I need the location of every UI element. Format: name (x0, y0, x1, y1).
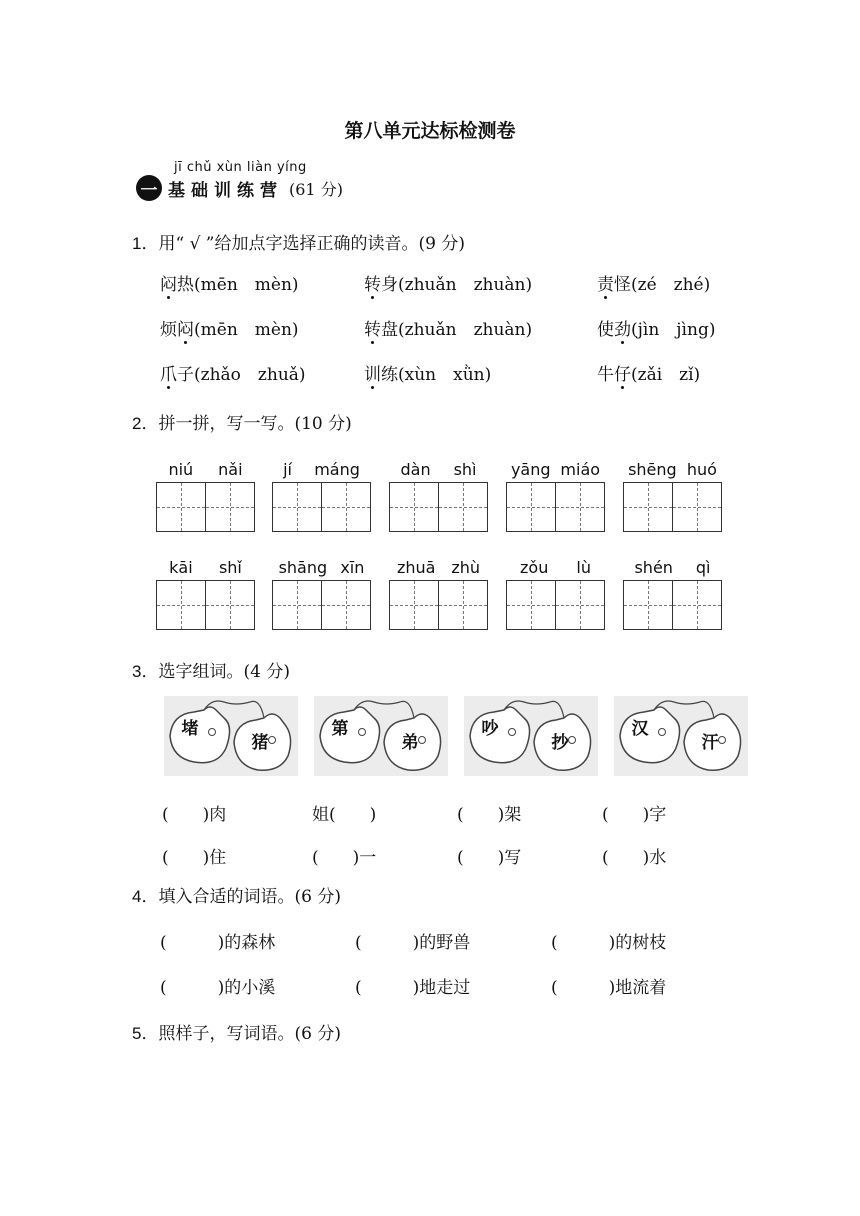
mitten-pair-picture (614, 696, 748, 776)
pinyin-label: lù (576, 558, 591, 577)
dotted-character: 仔 (614, 360, 631, 385)
writing-box[interactable] (673, 483, 721, 531)
question-text: 拼一拼，写一写。(10 分) (158, 414, 352, 434)
phrase-blank[interactable]: ( )地走过 (355, 978, 471, 998)
pinyin-label: zhù (451, 558, 481, 577)
word-blank[interactable]: 姐( ) (312, 805, 377, 825)
pinyin-grid (156, 558, 255, 630)
writing-box[interactable] (157, 581, 206, 629)
word-blank[interactable]: ( )一 (312, 848, 377, 868)
pinyin-grid (623, 460, 722, 532)
dotted-character: 责 (597, 270, 614, 295)
pinyin-grid (506, 460, 605, 532)
pinyin-label-row (623, 558, 722, 580)
pinyin-grid (623, 558, 722, 630)
pronunciation-item (160, 270, 299, 295)
question-number: 2． (132, 414, 159, 433)
mitten-character: 猪 (251, 733, 269, 753)
pinyin-label: zhuā (396, 558, 436, 577)
pinyin-label-row (623, 460, 722, 482)
writing-boxes (506, 580, 605, 630)
mitten-character: 第 (331, 719, 349, 739)
pinyin-label: miáo (560, 460, 601, 479)
word-blank[interactable]: ( )架 (457, 805, 522, 825)
pinyin-label-row (506, 558, 605, 580)
question-5 (132, 1019, 341, 1044)
writing-boxes (623, 580, 722, 630)
mitten-character: 汉 (631, 719, 649, 739)
mitten-pair-picture (164, 696, 298, 776)
question-text: 照样子，写词语。(6 分) (158, 1024, 341, 1044)
pinyin-label: shǐ (218, 558, 242, 577)
writing-box[interactable] (322, 483, 370, 531)
question-3 (132, 657, 290, 682)
pinyin-grid (272, 460, 371, 532)
item-options: 身(zhuǎn zhuàn) (381, 275, 533, 295)
pinyin-label: qì (695, 558, 711, 577)
dotted-character: 爪 (160, 360, 177, 385)
word-blank[interactable]: ( )住 (162, 848, 227, 868)
pronunciation-item (160, 315, 299, 340)
item-options: 热(mēn mèn) (177, 275, 299, 295)
writing-box[interactable] (390, 581, 439, 629)
pinyin-label: kāi (169, 558, 193, 577)
writing-boxes (389, 482, 488, 532)
section-header (136, 175, 343, 201)
pronunciation-item (160, 360, 306, 385)
writing-box[interactable] (390, 483, 439, 531)
pinyin-grid (156, 460, 255, 532)
pinyin-label-row (389, 460, 488, 482)
item-prefix: 使 (597, 320, 614, 340)
writing-box[interactable] (556, 483, 604, 531)
question-text: 用“ √ ”给加点字选择正确的读音。(9 分) (158, 234, 465, 254)
word-blank[interactable]: ( )水 (602, 848, 667, 868)
item-options: 练(xùn xǜn) (381, 365, 492, 385)
pronunciation-item (597, 360, 700, 385)
pinyin-grid (506, 558, 605, 630)
pinyin-label: zǒu (520, 558, 549, 577)
mitten-character: 吵 (481, 719, 499, 739)
writing-box[interactable] (439, 483, 487, 531)
dotted-character: 闷 (177, 315, 194, 340)
phrase-blank[interactable]: ( )的小溪 (160, 978, 276, 998)
writing-boxes (389, 580, 488, 630)
dotted-character: 劲 (614, 315, 631, 340)
pinyin-label-row (156, 558, 255, 580)
pinyin-label: jí (283, 460, 292, 479)
mitten-character: 汗 (701, 733, 719, 753)
pinyin-label: niú (168, 460, 194, 479)
item-options: (zǎi zǐ) (631, 365, 701, 385)
pinyin-label: shēng (628, 460, 677, 479)
pinyin-grid (389, 460, 488, 532)
pinyin-label: shén (634, 558, 673, 577)
writing-box[interactable] (624, 581, 673, 629)
writing-box[interactable] (507, 581, 556, 629)
pronunciation-item (364, 270, 532, 295)
writing-boxes (156, 580, 255, 630)
writing-box[interactable] (556, 581, 604, 629)
phrase-blank[interactable]: ( )的野兽 (355, 933, 471, 953)
pronunciation-item (597, 270, 710, 295)
writing-box[interactable] (206, 581, 254, 629)
question-4 (132, 882, 341, 907)
pinyin-label: huó (686, 460, 717, 479)
dotted-character: 闷 (160, 270, 177, 295)
section-number: 一 (136, 175, 162, 201)
phrase-blank[interactable]: ( )的树枝 (551, 933, 667, 953)
pronunciation-item (597, 315, 715, 340)
question-1 (132, 229, 465, 254)
pinyin-label: xīn (340, 558, 365, 577)
mitten-character: 弟 (401, 733, 419, 753)
writing-box[interactable] (439, 581, 487, 629)
pinyin-label: nǎi (218, 460, 243, 479)
question-text: 填入合适的词语。(6 分) (158, 887, 341, 907)
item-options: 子(zhǎo zhuǎ) (177, 365, 306, 385)
item-options: 盘(zhuǎn zhuàn) (381, 320, 533, 340)
pinyin-label: shì (453, 460, 477, 479)
pinyin-label-row (272, 558, 371, 580)
question-number: 1． (132, 234, 159, 253)
writing-box[interactable] (157, 483, 206, 531)
item-prefix: 牛 (597, 365, 614, 385)
section-pinyin: jī chǔ xùn liàn yíng (174, 160, 307, 175)
writing-box[interactable] (673, 581, 721, 629)
mitten-character: 堵 (181, 719, 199, 739)
page-title: 第八单元达标检测卷 (344, 120, 516, 142)
word-blank[interactable]: ( )肉 (162, 805, 227, 825)
writing-box[interactable] (206, 483, 254, 531)
writing-box[interactable] (624, 483, 673, 531)
section-score: (61 分) (289, 179, 343, 199)
pinyin-label-row (389, 558, 488, 580)
mitten-character: 抄 (551, 733, 569, 753)
pinyin-label: dàn (400, 460, 431, 479)
pinyin-grid (272, 558, 371, 630)
pinyin-grid (389, 558, 488, 630)
item-options: 怪(zé zhé) (614, 275, 711, 295)
item-prefix: 烦 (160, 320, 177, 340)
question-number: 4． (132, 887, 159, 906)
item-options: (jìn jìng) (631, 320, 716, 340)
pronunciation-item (364, 315, 532, 340)
pronunciation-item (364, 360, 491, 385)
writing-box[interactable] (322, 581, 370, 629)
section-title: 基础训练营 (168, 180, 283, 201)
writing-boxes (623, 482, 722, 532)
mitten-pair-picture (464, 696, 598, 776)
pinyin-label-row (156, 460, 255, 482)
pinyin-label: yāng (510, 460, 551, 479)
phrase-blank[interactable]: ( )地流着 (551, 978, 667, 998)
question-number: 3． (132, 662, 159, 681)
pinyin-label: máng (314, 460, 360, 479)
writing-box[interactable] (273, 581, 322, 629)
dotted-character: 转 (364, 315, 381, 340)
writing-boxes (506, 482, 605, 532)
writing-box[interactable] (507, 483, 556, 531)
item-options: (mēn mèn) (194, 320, 299, 340)
dotted-character: 转 (364, 270, 381, 295)
phrase-blank[interactable]: ( )的森林 (160, 933, 276, 953)
question-text: 选字组词。(4 分) (158, 662, 290, 682)
pinyin-label-row (506, 460, 605, 482)
writing-box[interactable] (273, 483, 322, 531)
pinyin-label-row (272, 460, 371, 482)
word-blank[interactable]: ( )写 (457, 848, 522, 868)
writing-boxes (272, 580, 371, 630)
word-blank[interactable]: ( )字 (602, 805, 667, 825)
dotted-character: 训 (364, 360, 381, 385)
writing-boxes (156, 482, 255, 532)
writing-boxes (272, 482, 371, 532)
question-2 (132, 409, 352, 434)
pinyin-label: shāng (278, 558, 328, 577)
question-number: 5． (132, 1024, 159, 1043)
mitten-pair-picture (314, 696, 448, 776)
